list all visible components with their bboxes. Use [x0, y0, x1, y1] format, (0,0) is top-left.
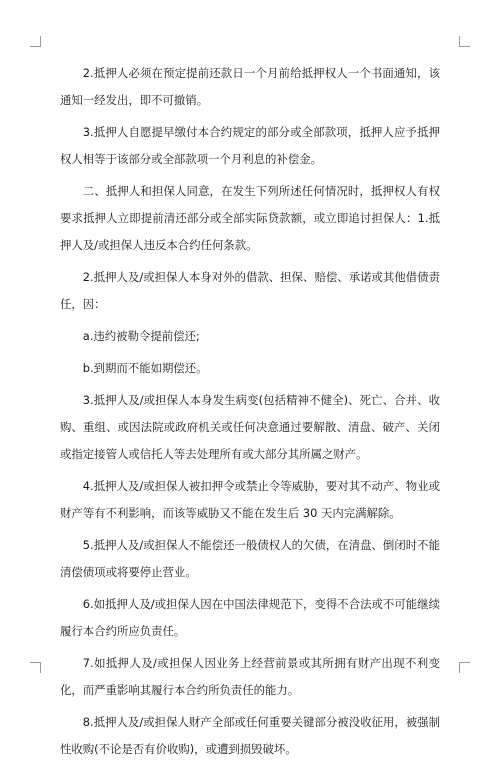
- paragraph-clause-3: 3.抵押人自愿提早缴付本合约规定的部分或全部款项，抵押人应予抵押权人相等于该部分或全部款项一个月利息的补偿金。: [60, 125, 440, 166]
- paragraph-clause-2: 2.抵押人必须在预定提前还款日一个月前给抵押权人一个书面通知，该通知一经发出，即不可撤销。: [60, 66, 440, 107]
- paragraph-item-6: 6.如抵押人及/或担保人因在中国法律规范下，变得不合法或不可能继续履行本合约所应负责任。: [60, 597, 440, 638]
- paragraph-item-4: 4.抵押人及/或担保人被扣押令或禁止令等威胁，要对其不动产、物业或财产等有不利影响，而该等威胁又不能在发生后 30 天内完满解除。: [60, 479, 440, 520]
- crop-mark-bottom-left: [30, 662, 41, 673]
- paragraph-item-3: 3.抵押人及/或担保人本身发生病变(包括精神不健全)、死亡、合并、收购、重组、或因法院或政府机关或任何决意通过要解散、清盘、破产、关闭或指定接管人或信托人等去处理所有或大部分其所属之财产。: [60, 393, 440, 461]
- paragraph-item-5: 5.抵押人及/或担保人不能偿还一般债权人的欠债，在清盘、倒闭时不能清偿债项或将要停止营业。: [60, 538, 440, 579]
- paragraph-section-2: 二、抵押人和担保人同意，在发生下列所述任何情况时，抵押权人有权要求抵押人立即提前清还部分或全部实际贷款额，或立即追讨担保人：1.抵押人及/或担保人违反本合约任何条款。: [60, 184, 440, 252]
- paragraph-item-2: 2.抵押人及/或担保人本身对外的借款、担保、赔偿、承诺或其他借债责任，因：: [60, 270, 440, 311]
- crop-mark-top-right: [459, 36, 470, 47]
- paragraph-item-8: 8.抵押人及/或担保人财产全部或任何重要关键部分被没收征用，被强制性收购(不论是否有价收购)，或遭到损毁破坏。: [60, 715, 440, 756]
- paragraph-item-2b: b.到期而不能如期偿还。: [82, 361, 208, 375]
- crop-mark-top-left: [30, 36, 41, 47]
- document-body: [60, 60, 440, 763]
- paragraph-item-7: 7.如抵押人及/或担保人因业务上经营前景或其所拥有财产出现不利变化，而严重影响其履行本合约所负责任的能力。: [60, 656, 440, 697]
- crop-mark-bottom-right: [459, 662, 470, 673]
- paragraph-item-2a: a.违约被勒令提前偿还;: [82, 329, 200, 343]
